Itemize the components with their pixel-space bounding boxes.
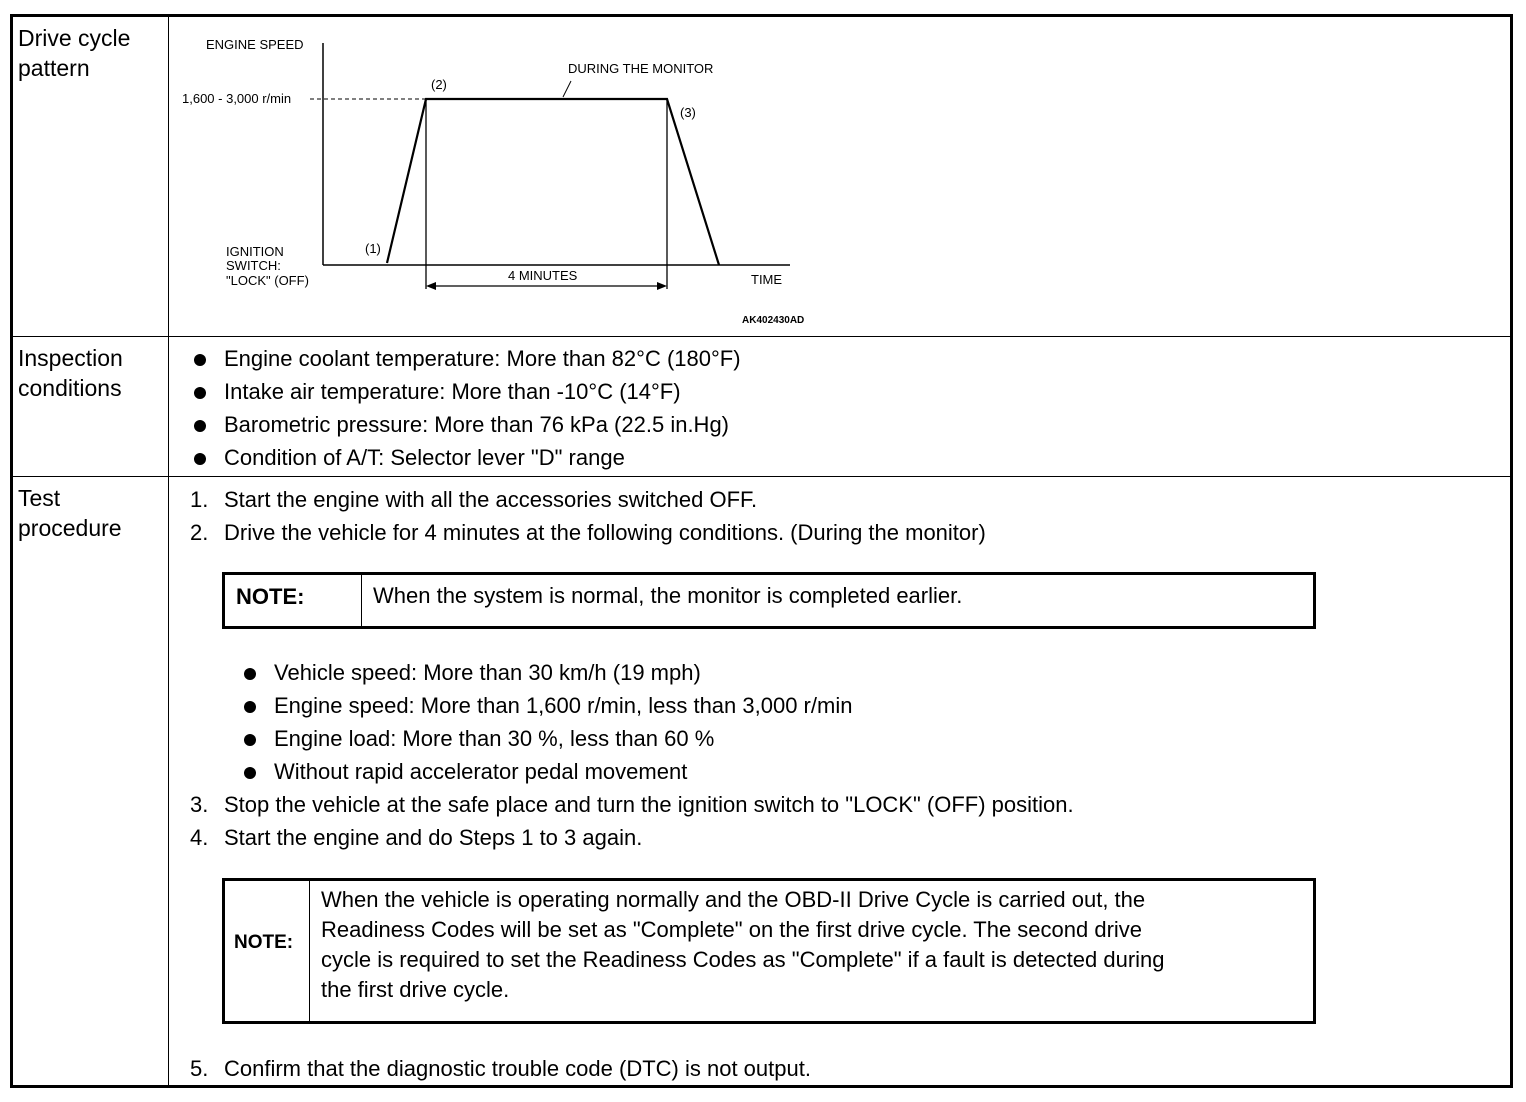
x-axis-label: TIME [751, 272, 783, 287]
note-text-line: cycle is required to set the Readiness Codes as "Complete" if a fault is detected during [321, 947, 1165, 972]
ignition-label-line-1: IGNITION [226, 244, 284, 259]
note-separator [361, 575, 362, 626]
monitor-label: DURING THE MONITOR [568, 61, 714, 76]
duration-label: 4 MINUTES [508, 268, 578, 283]
inspection-item: Condition of A/T: Selector lever "D" range [224, 445, 625, 470]
row-divider [13, 476, 1510, 477]
point-2-label: (2) [431, 77, 447, 92]
condition-item: Engine load: More than 30 %, less than 60 % [274, 726, 715, 751]
inspection-label: Inspection conditions [18, 345, 123, 401]
speed-range-label: 1,600 - 3,000 r/min [182, 91, 292, 106]
ignition-label-line-2: SWITCH: [226, 258, 281, 273]
y-axis-label: ENGINE SPEED [206, 37, 304, 52]
step-number: 3. [190, 792, 209, 817]
step-5-text: Confirm that the diagnostic trouble code (DTC) is not output. [224, 1056, 811, 1081]
note-label: NOTE: [234, 932, 294, 953]
bullet-icon [194, 453, 206, 465]
note-separator [309, 881, 310, 1021]
note-text-line: the first drive cycle. [321, 977, 510, 1002]
step-2-text: Drive the vehicle for 4 minutes at the following conditions. (During the monitor) [224, 520, 986, 545]
inspection-item: Barometric pressure: More than 76 kPa (22.5 in.Hg) [224, 412, 730, 437]
speed-profile-line [387, 99, 719, 265]
bullet-icon [194, 354, 206, 366]
note-box [222, 572, 1316, 629]
point-3-label: (3) [680, 105, 696, 120]
note-box [222, 878, 1316, 1024]
monitor-leader [563, 81, 571, 97]
bullet-icon [244, 668, 256, 680]
arrow-head-right [657, 282, 667, 290]
bullet-icon [194, 420, 206, 432]
arrow-head-left [426, 282, 436, 290]
condition-item: Engine speed: More than 1,600 r/min, less than 3,000 r/min [274, 693, 853, 718]
bullet-icon [244, 767, 256, 779]
step-number: 5. [190, 1056, 209, 1081]
drive-cycle-label: Drive cycle pattern [18, 25, 131, 81]
inspection-item: Intake air temperature: More than -10°C (14°F) [224, 379, 681, 404]
step-3-text: Stop the vehicle at the safe place and turn the ignition switch to "LOCK" (OFF) position. [224, 792, 1074, 817]
procedure-table [10, 14, 1513, 1088]
step-1-text: Start the engine with all the accessories switched OFF. [224, 487, 758, 512]
bullet-icon [244, 701, 256, 713]
column-divider [168, 17, 169, 1085]
note-label: NOTE: [236, 584, 305, 609]
condition-item: Without rapid accelerator pedal movement [274, 759, 688, 784]
bullet-icon [194, 387, 206, 399]
inspection-item: Engine coolant temperature: More than 82°C (180°F) [224, 346, 741, 371]
point-1-label: (1) [365, 241, 381, 256]
step-number: 2. [190, 520, 209, 545]
note-text: When the system is normal, the monitor is completed earlier. [373, 583, 963, 608]
bullet-icon [244, 734, 256, 746]
step-number: 4. [190, 825, 209, 850]
note-text-line: Readiness Codes will be set as "Complete" on the first drive cycle. The second drive [321, 917, 1143, 942]
row-divider [13, 336, 1510, 337]
ignition-label-line-3: "LOCK" (OFF) [226, 273, 309, 288]
drive-cycle-diagram [170, 27, 850, 332]
test-procedure-label: Test procedure [18, 485, 122, 541]
step-number: 1. [190, 487, 209, 512]
condition-item: Vehicle speed: More than 30 km/h (19 mph) [274, 660, 701, 685]
figure-code: AK402430AD [742, 315, 805, 326]
note-text-line: When the vehicle is operating normally and the OBD-II Drive Cycle is carried out, the [321, 887, 1146, 912]
step-4-text: Start the engine and do Steps 1 to 3 again. [224, 825, 643, 850]
